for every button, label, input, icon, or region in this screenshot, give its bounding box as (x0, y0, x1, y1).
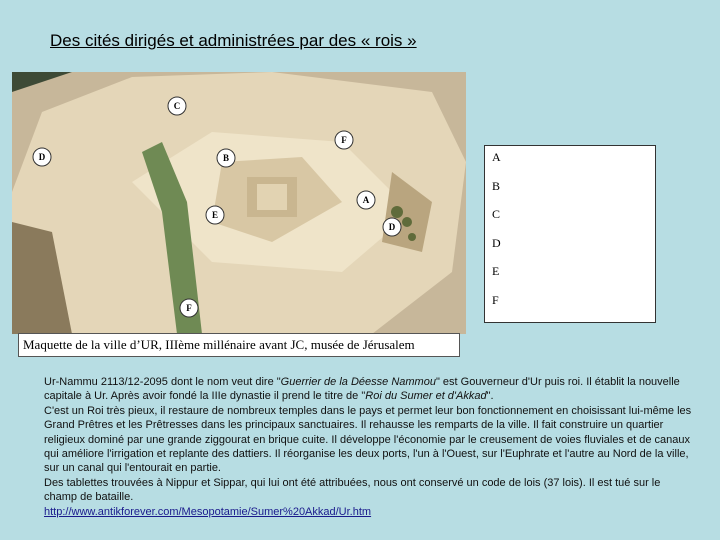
map-label-e: E (211, 210, 219, 220)
paragraph-tablets: Des tablettes trouvées à Nippur et Sippar, qui lui ont été attribuées, nous ont conservé un code de lois (37 lois). Il est tué sur le champ de bataille. (44, 476, 661, 504)
legend-box (484, 145, 656, 323)
map-label-d2: D (388, 222, 396, 232)
paragraph-ur-nammu: Ur-Nammu 2113/12-2095 dont le nom veut dire "Guerrier de la Déesse Nammou" est Gouverneur d'Ur puis roi. Il établit la nouvelle capitale à Ur. Après avoir fondé la IIIe dynastie il prend le titre de "Roi du Sumer et d'Akkad". (44, 376, 680, 403)
map-label-f2: F (186, 303, 192, 313)
photo-caption: Maquette de la ville d’UR, IIIème millénaire avant JC, musée de Jérusalem (18, 333, 460, 357)
city-model-illustration (12, 72, 466, 334)
legend-item-a: A (492, 150, 501, 164)
map-label-f: F (341, 135, 347, 145)
slide-title: Des cités dirigés et administrées par des « rois » (50, 31, 417, 50)
paragraph-reign: C'est un Roi très pieux, il restaure de nombreux temples dans le pays et permet leur bon fonctionnement en choisissant lui-même les Grand Prêtres et les Prêtresses dans les principaux sanctuaires. Il rehausse les remparts de la ville. Il fait construire un quartier religieux dominé par une grande ziggourat en brique cuite. Il développe l'économie par le creusement de voies fluviales et de canaux qui améliore l'irrigation et replante des dattiers. Il réorganise les deux ports, l'un à l'Ouest, sur l'Euphrate et l'autre au Nord de la ville, sur un canal qui l'entourait en partie. (44, 404, 692, 475)
body-text (44, 375, 692, 519)
map-label-c: C (173, 101, 181, 111)
legend-item-e: E (492, 264, 500, 279)
legend-item-f: F (492, 292, 499, 307)
source-link[interactable]: http://www.antikforever.com/Mesopotamie/Sumer%20Akkad/Ur.htm (44, 505, 372, 518)
map-label-b: B (222, 153, 230, 163)
city-model-photo (12, 72, 466, 334)
legend-item-d: D (492, 235, 501, 250)
legend-item-c: C (492, 207, 501, 222)
map-label-d: D (38, 152, 46, 162)
legend-item-b: B (492, 178, 501, 193)
map-label-a: A (362, 195, 370, 205)
